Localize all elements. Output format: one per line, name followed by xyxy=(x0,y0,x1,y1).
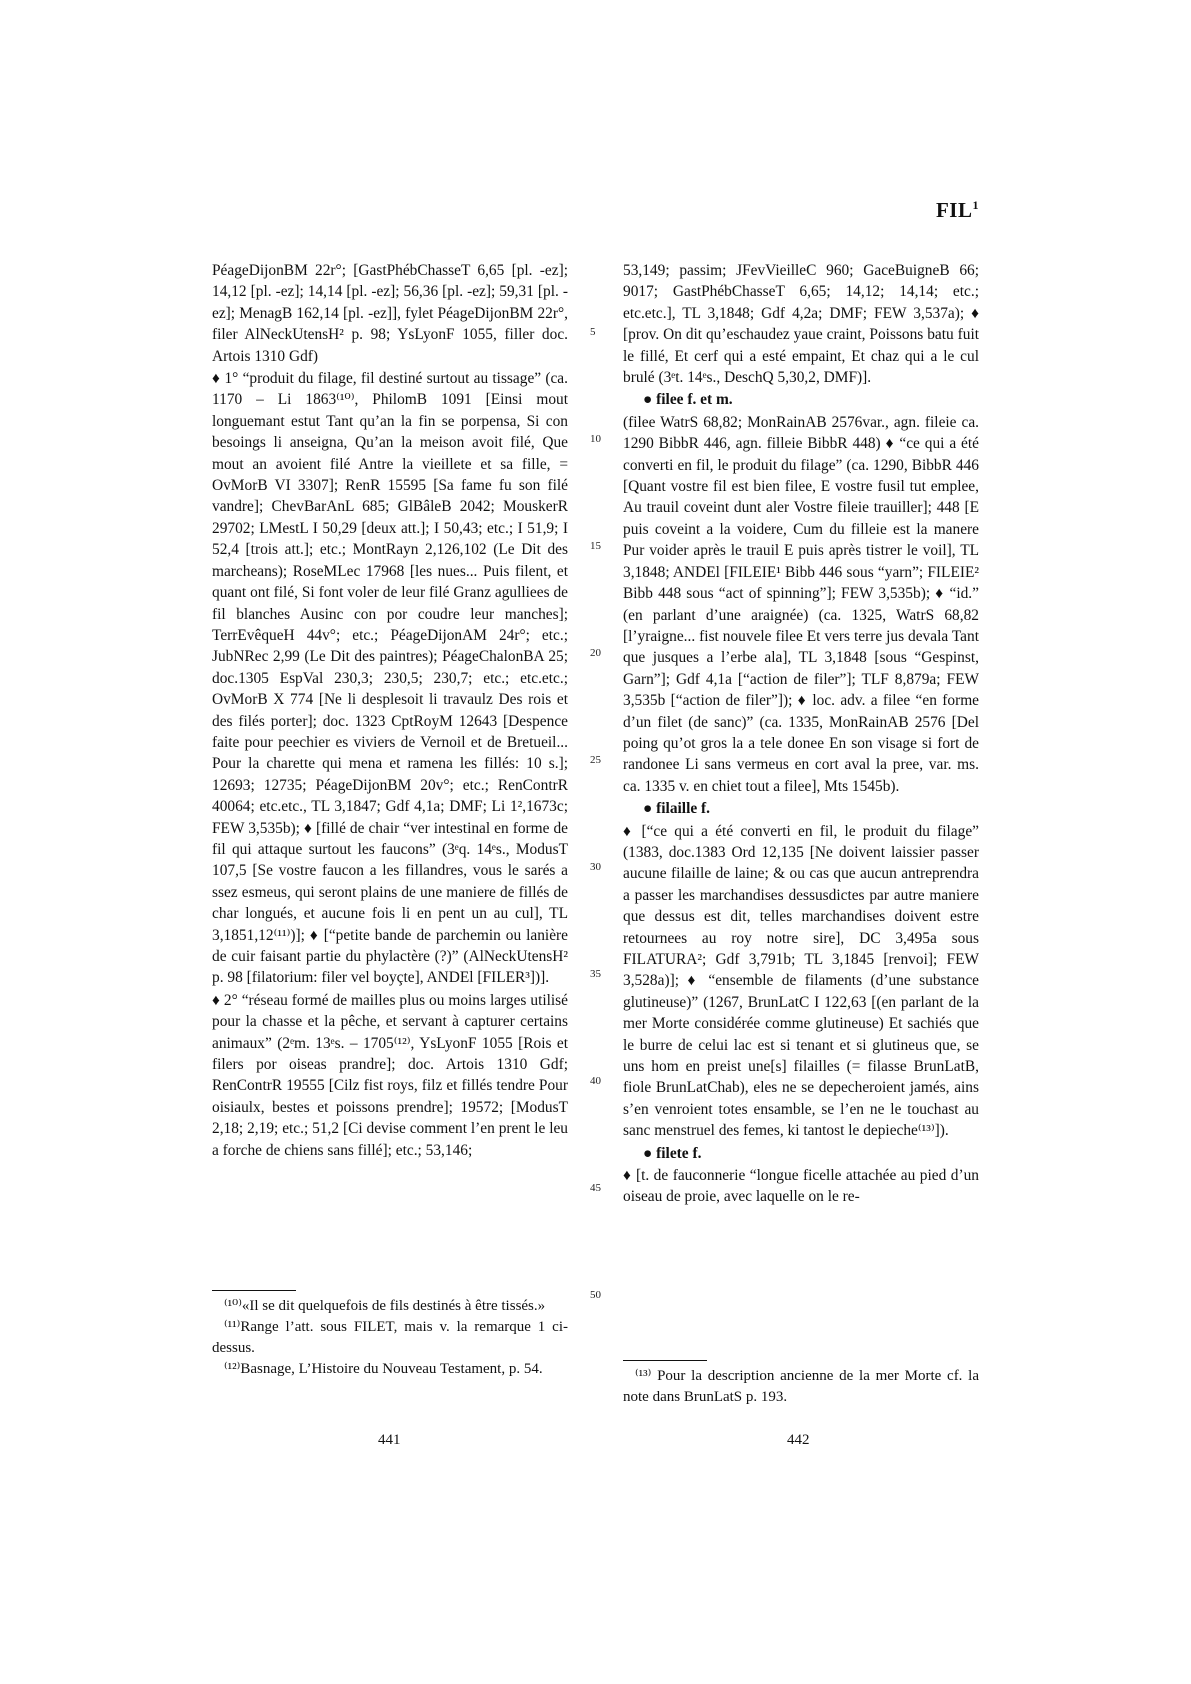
line-number: 50 xyxy=(590,1289,601,1301)
running-header xyxy=(936,198,979,223)
right-paragraph: 53,149; passim; JFevVieilleC 960; GaceBuigneB 66; 9017; GastPhébChasseT 6,65; 14,12; 14,14; etc.; etc.etc.], TL 3,1848; Gdf 4,2a; DMF; FEW 3,537a); ♦ [prov. On dit qu’eschaudez yaue craint, Poissons batu fuit le fillé, Et cerf qui a esté empaint, Et chaz qui a le cul brulé (3ᵉt. 14ᵉs., DeschQ 5,30,2, DMF)]. xyxy=(623,262,979,387)
line-number: 5 xyxy=(590,326,596,338)
lemma-filaille: ● filaille f. xyxy=(643,800,710,818)
right-paragraph: ♦ [“ce qui a été converti en fil, le produit du filage” (1383, doc.1383 Ord 12,135 [Ne doivent laissier passer aucune filaille de laine; & ou cas que aucun antreprendra a passer les marchandises dessusdictes par autre maniere que dessus est dit, telles marchandises doivent estre retournees au roy notre sire], DC 3,495a sous FILATURA²; Gdf 3,791b; TL 3,1845 [renvoi]; FEW 3,528a)]; ♦ “ensemble de filaments (d’une substance glutineuse)” (1267, BrunLatC I 122,63 [(en parlant de la mer Morte considérée comme glutineuse) Et sachiés que le burre de celui lac est si tenant et si glutineus que, se uns hom en preist une[s] filailles (= filasse BrunLatB, fiole BrunLatChab), eles ne se depecheroient jamés, ains s’en venroient totes ensamble, se l’en ne le touchast au sanc menstruel des femes, ki tantost le depieche⁽¹³⁾]). xyxy=(623,822,979,1140)
footnote: ⁽¹⁰⁾«Il se dit quelquefois de fils destinés à être tissés.» xyxy=(224,1298,546,1314)
line-number: 20 xyxy=(590,647,601,659)
footnotes-left xyxy=(212,1296,568,1380)
line-number: 40 xyxy=(590,1075,601,1087)
footnotes-right xyxy=(623,1366,979,1408)
right-paragraph: ♦ [t. de fauconnerie “longue ficelle attachée au pied d’un oiseau de proie, avec laquelle on le re- xyxy=(623,1167,979,1206)
left-paragraph: ♦ 1° “produit du filage, fil destiné surtout au tissage” (ca. 1170 – Li 1863⁽¹⁰⁾, PhilomB 1091 [Einsi mout longuemant estut Tant qu’an la fin se porpensa, Si con besoings li anseigna, Qu’an la meison avoit filé, Que mout an avoient filé Antre la vieillete et sa fille, = OvMorB VI 3307]; RenR 15595 [Sa fame fu son filé vandre]; ChevBarAnL 685; GlBâleB 2042; MouskerR 29702; LMestL I 50,29 [deux att.]; I 50,43; etc.; I 51,9; I 52,4 [trois att.]; etc.; MontRayn 2,126,102 (Le Dit des marcheans); RoseMLec 17968 [les nues... Puis filent, et quant ont filé, Si font voler de leur filé Granz agulliees de fil blanches Ausinc con por coudre leur manches]; TerrEvêqueH 44v°; etc.; PéageDijonAM 24r°; etc.; JubNRec 2,99 (Le Dit des paintres); PéageChalonBA 25; doc.1305 EspVal 230,3; 230,5; 230,7; etc.; etc.etc.; OvMorB X 774 [Ne li desplesoit li travaulz Des rois et des filés porter]; doc. 1323 CptRoyM 12643 [Despence faite pour peechier es viviers de Vernoil et de Bretueil... Pour la charette qui mena et ramena les fillés: 10 s.]; 12693; 12735; PéageDijonBM 20v°; etc.; RenContrR 40064; etc.etc., TL 3,1847; Gdf 4,1a; DMF; Li 1²,1673c; FEW 3,535b); ♦ [fillé de chair “ver intestinal en forme de fil qui attaque surtout les faucons” (3ᵉq. 14ᵉs., ModusT 107,5 [Se vostre faucon a les fillandres, vous le sarés a ssez esmeus, qui seront plains de une maniere de fillés de char longués, et aucune fois li en pent un au cul], TL 3,1851,12⁽¹¹⁾)]; ♦ [“petite bande de parchemin ou lanière de cuir faisant partie du phylactère (?)” (AlNeckUtensH² p. 98 [filatorium: filer vel boyçte], ANDEl [FILER³])]. xyxy=(212,370,568,987)
header-title: FIL xyxy=(935,198,973,222)
line-number: 30 xyxy=(590,861,601,873)
left-column xyxy=(212,260,568,1161)
left-paragraph: PéageDijonBM 22r°; [GastPhébChasseT 6,65 [pl. -ez]; 14,12 [pl. -ez]; 14,14 [pl. -ez]; 56,36 [pl. -ez]; 59,31 [pl. -ez]; MenagB 162,14 [pl. -ez]], fylet PéageDijonBM 22r°, filer AlNeckUtensH² p. 98; YsLyonF 1055, filler doc. Artois 1310 Gdf) xyxy=(212,262,568,365)
footnote: ⁽¹¹⁾Range l’att. sous FILET, mais v. la remarque 1 ci-dessus. xyxy=(212,1319,568,1356)
footnote-rule xyxy=(623,1360,707,1361)
line-number: 45 xyxy=(590,1182,601,1194)
line-number: 15 xyxy=(590,540,601,552)
line-number: 35 xyxy=(590,968,601,980)
page-number-right: 442 xyxy=(787,1432,810,1448)
line-numbers xyxy=(590,260,610,1360)
left-paragraph: ♦ 2° “réseau formé de mailles plus ou moins larges utilisé pour la chasse et la pêche, et servant à capturer certains animaux” (2ᵉm. 13ᵉs. – 1705⁽¹²⁾, YsLyonF 1055 [Rois et filers por oiseas prandre]; doc. Artois 1310 Gdf; RenContrR 19555 [Cilz fist roys, filz et fillés tendre Pour oisiaulx, bestes et poissons prendre]; 19572; [ModusT 2,18; 2,19; etc.; 51,2 [Ci devise comment l’en prent le leu a forche de chiens sans fillé]; etc.; 53,146; xyxy=(212,991,568,1159)
line-number: 25 xyxy=(590,754,601,766)
lemma-filete: ● filete f. xyxy=(643,1144,702,1162)
footnote: ⁽¹²⁾Basnage, L’Histoire du Nouveau Testament, p. 54. xyxy=(224,1361,543,1377)
header-superscript: 1 xyxy=(972,198,979,212)
footnote-rule xyxy=(212,1290,296,1291)
line-number: 10 xyxy=(590,433,601,445)
page-number-left: 441 xyxy=(378,1432,401,1448)
lemma-filee: ● filee f. et m. xyxy=(643,391,733,409)
footnote: ⁽¹³⁾ Pour la description ancienne de la mer Morte cf. la note dans BrunLatS p. 193. xyxy=(623,1368,979,1405)
right-column xyxy=(623,260,979,1208)
right-paragraph: (filee WatrS 68,82; MonRainAB 2576var., agn. fileie ca. 1290 BibbR 446, agn. filleie BibbR 448) ♦ “ce qui a été converti en fil, le produit du filage” (ca. 1290, BibbR 446 [Quant vostre fil est bien filee, E vostre fusil tut emplee, Au trauil coveint dunt aler Vostre fileie trauiller]; 448 [E puis coveint a la voidere, Cum du filleie est la manere Pur voider après le trauil E puis après tistrer le voil], TL 3,1848; ANDEl [FILEIE¹ Bibb 446 sous “yarn”; FILEIE² Bibb 448 sous “act of spinning”]; FEW 3,535b); ♦ “id.” (en parlant d’une araignée) (ca. 1325, WatrS 68,82 [l’yraigne... fist nouvele filee Et vers terre jus devala Tant que jusques a l’erbe ala], TL 3,1848 [sous “Gespinst, Garn”]; Gdf 4,1a [“action de filer”]; TLF 8,879a; FEW 3,535b [“action de filer”]); ♦ loc. adv. a filee “en forme d’un filet (de sanc)” (ca. 1335, MonRainAB 2576 [Del poing qu’ot gros la a tele donee En son visage si fort de randonee Li sans vermeus en cort aval la pree, var. ms. ca. 1335 v. en chiet tout a filee], Mts 1545b). xyxy=(623,413,979,795)
